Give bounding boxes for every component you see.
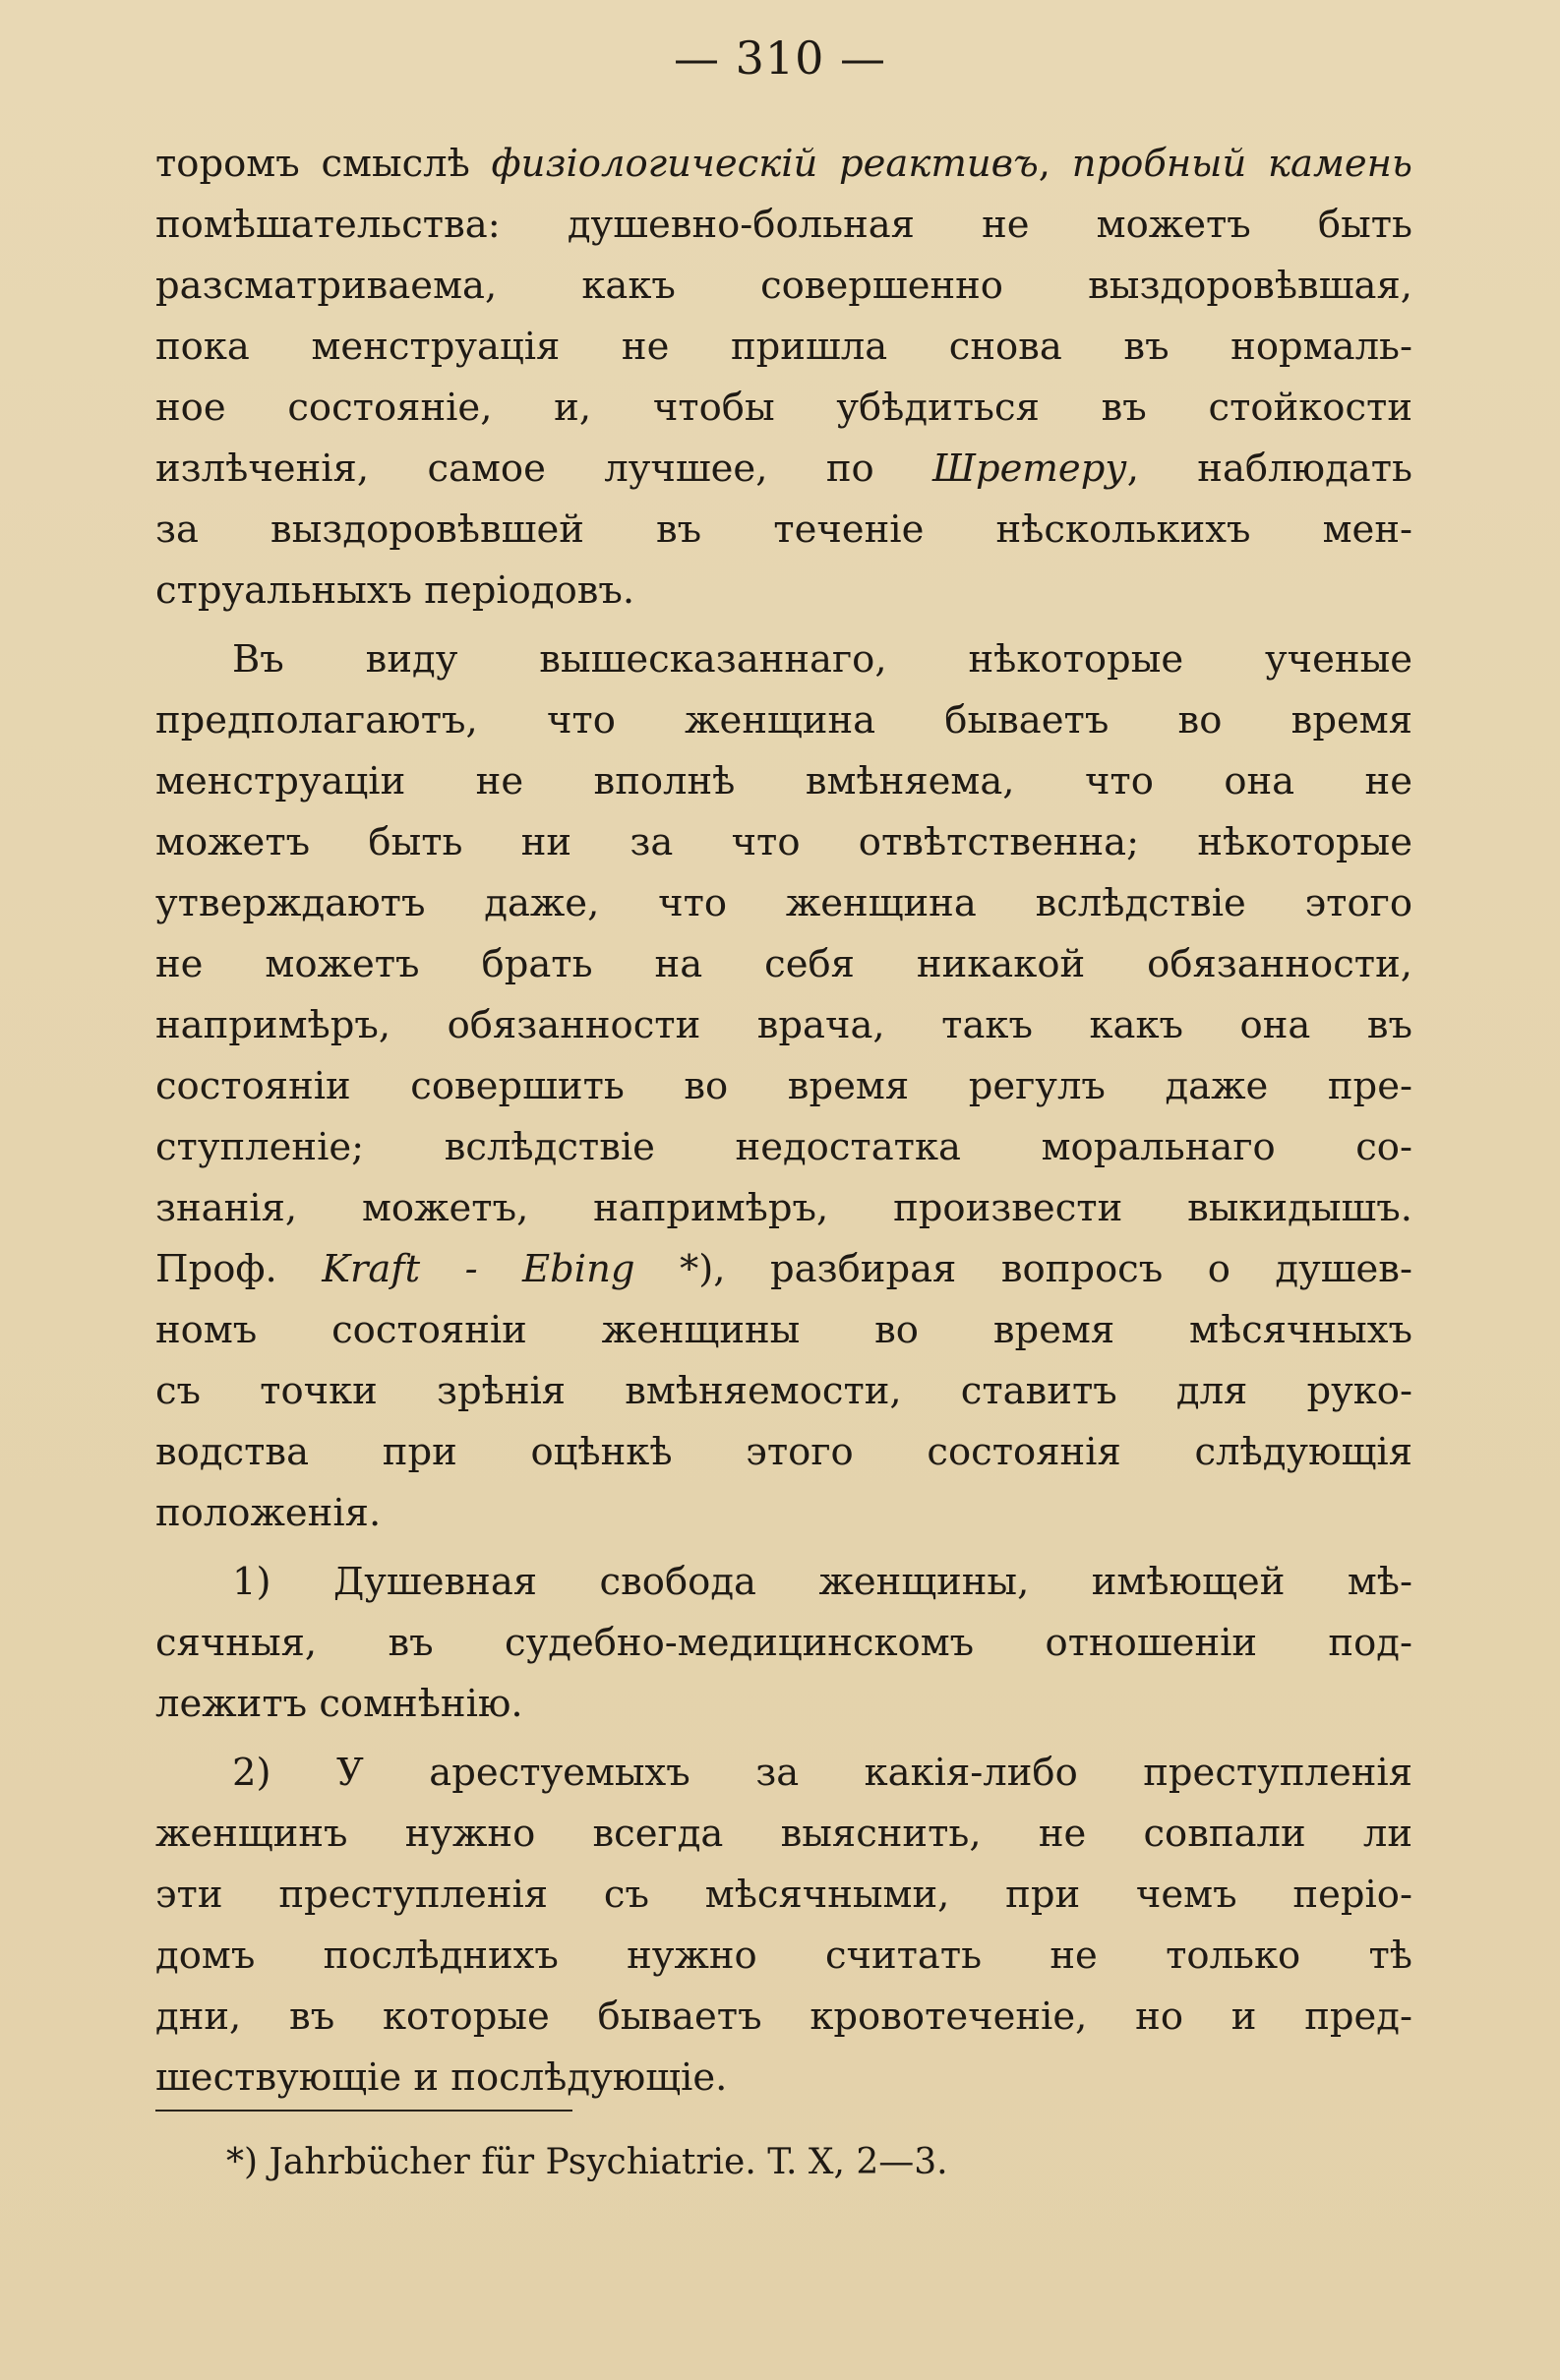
text-line: излѣченiя, самое лучшее, по Шретеру, наблюдать bbox=[155, 446, 1412, 491]
italic-author: Шретеру bbox=[932, 446, 1127, 491]
text-line: состоянiи совершить во время регулъ даже пре- bbox=[155, 1064, 1412, 1108]
italic-term: пробный камень bbox=[1071, 142, 1412, 186]
text-line: помѣшательства: душевно-больная не можетъ быть bbox=[155, 203, 1412, 247]
text-line: утверждаютъ даже, что женщина вслѣдствiе этого bbox=[155, 881, 1412, 925]
text-line: предполагаютъ, что женщина бываетъ во время bbox=[155, 698, 1412, 743]
paragraph-2 bbox=[155, 629, 1412, 1544]
italic-author: Kraft - Ebing bbox=[322, 1247, 635, 1291]
text-line: номъ состоянiи женщины во время мѣсячныхъ bbox=[155, 1308, 1412, 1352]
text-line: ное состоянiе, и, чтобы убѣдиться въ стойкости bbox=[155, 386, 1412, 430]
text-line: Въ виду вышесказаннаго, нѣкоторые ученые bbox=[232, 637, 1412, 682]
text-line: 2) У арестуемыхъ за какiя-либо преступленiя bbox=[232, 1751, 1412, 1795]
text-line: положенiя. bbox=[155, 1491, 382, 1535]
italic-term: физiологическiй реактивъ bbox=[491, 142, 1039, 186]
text-line: съ точки зрѣнiя вмѣняемости, ставитъ для руко- bbox=[155, 1369, 1412, 1413]
paragraph-4 bbox=[155, 1743, 1412, 2109]
paragraph-1 bbox=[155, 134, 1412, 622]
paragraph-3 bbox=[155, 1552, 1412, 1735]
text-line: пока менструацiя не пришла снова въ нормаль- bbox=[155, 325, 1412, 369]
text-line: водства при оцѣнкѣ этого состоянiя слѣдующiя bbox=[155, 1430, 1412, 1474]
text-line: менструацiи не вполнѣ вмѣняема, что она не bbox=[155, 759, 1412, 803]
text-line: сячныя, въ судебно-медицинскомъ отношенiи под- bbox=[155, 1621, 1412, 1665]
page-number: — 310 — bbox=[673, 31, 887, 85]
text-line: струальныхъ перiодовъ. bbox=[155, 568, 635, 613]
text-line: можетъ быть ни за что отвѣтственна; нѣкоторые bbox=[155, 820, 1412, 864]
text-line: за выздоровѣвшей въ теченiе нѣсколькихъ мен- bbox=[155, 507, 1412, 552]
text-line: шествующiе и послѣдующiе. bbox=[155, 2055, 728, 2100]
footnote: *) Jahrbücher für Psychiatrie. T. X, 2—3. bbox=[226, 2142, 948, 2182]
text-line: торомъ смыслѣ физiологическiй реактивъ, пробный камень bbox=[155, 142, 1412, 186]
text-line: женщинъ нужно всегда выяснить, не совпали ли bbox=[155, 1812, 1412, 1856]
text-line: не можетъ брать на себя никакой обязанности, bbox=[155, 942, 1412, 986]
text-line: 1) Душевная свобода женщины, имѣющей мѣ- bbox=[232, 1560, 1412, 1604]
text-line: лежитъ сомнѣнiю. bbox=[155, 1682, 523, 1726]
text-line: дни, въ которые бываетъ кровотеченiе, но и пред- bbox=[155, 1994, 1412, 2039]
footnote-divider bbox=[155, 2110, 572, 2112]
text-line: знанiя, можетъ, напримѣръ, произвести выкидышъ. bbox=[155, 1186, 1412, 1230]
text-line: Проф. Kraft - Ebing *), разбирая вопросъ о душев- bbox=[155, 1247, 1412, 1291]
text-line: разсматриваема, какъ совершенно выздоровѣвшая, bbox=[155, 264, 1412, 308]
text-line: домъ послѣднихъ нужно считать не только тѣ bbox=[155, 1934, 1412, 1978]
text-line: ступленiе; вслѣдствiе недостатка моральнаго со- bbox=[155, 1125, 1412, 1169]
text-line: эти преступленiя съ мѣсячными, при чемъ перiо- bbox=[155, 1873, 1412, 1917]
text-line: напримѣръ, обязанности врача, такъ какъ она въ bbox=[155, 1003, 1412, 1047]
body-text bbox=[155, 134, 1412, 2109]
